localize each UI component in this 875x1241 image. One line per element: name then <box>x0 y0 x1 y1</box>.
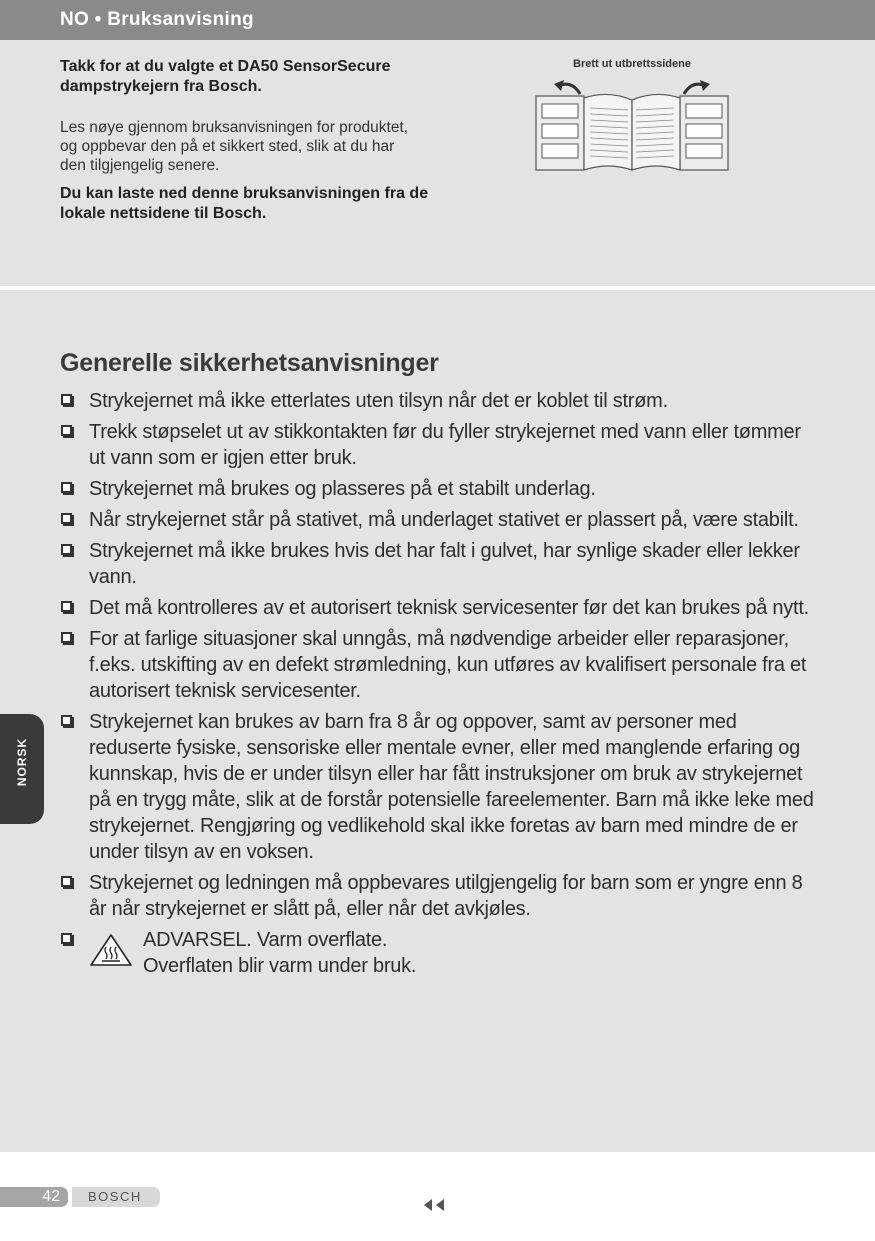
warning-item <box>60 927 820 979</box>
list-item-text: Når strykejernet står på stativet, må underlaget stativet er plassert på, være stabilt. <box>89 509 799 531</box>
safety-list <box>60 388 820 984</box>
brand-label: BOSCH <box>72 1187 160 1207</box>
list-item-text: Trekk støpselet ut av stikkontakten før du fyller strykejernet med vann eller tømmer ut vann som er igjen etter bruk. <box>89 421 801 469</box>
header-bar <box>0 0 875 40</box>
warning-row <box>89 927 820 979</box>
list-item-text: Det må kontrolleres av et autorisert teknisk servicesenter før det kan brukes på nytt. <box>89 597 809 619</box>
list-item <box>60 626 820 704</box>
list-item-text: Strykejernet må brukes og plasseres på et stabilt underlag. <box>89 478 596 500</box>
double-chevron-left-icon[interactable] <box>422 1198 448 1212</box>
list-item-text: Strykejernet og ledningen må oppbevares utilgjengelig for barn som er yngre enn 8 år når strykejernet er slått på, eller når det avkjøles. <box>89 872 803 920</box>
fold-out-pages-icon <box>532 74 732 174</box>
checkbox-icon <box>61 876 72 887</box>
checkbox-icon <box>61 632 72 643</box>
list-item <box>60 476 820 502</box>
checkbox-icon <box>61 601 72 612</box>
list-item <box>60 538 820 590</box>
page-header-title: NO • Bruksanvisning <box>60 9 254 30</box>
list-item <box>60 507 820 533</box>
checkbox-icon <box>61 933 72 944</box>
side-tab-label: NORSK <box>15 737 29 787</box>
intro-heading: Takk for at du valgte et DA50 SensorSecure dampstrykejern fra Bosch. <box>60 58 391 95</box>
checkbox-icon <box>61 513 72 524</box>
list-item-text: For at farlige situasjoner skal unngås, må nødvendige arbeider eller reparasjoner, f.eks. utskifting av en defekt strømledning, kun utføres av kvalifisert personale fra et autorisert teknisk servicesenter. <box>89 628 807 702</box>
list-item-text: Strykejernet kan brukes av barn fra 8 år og oppover, samt av personer med reduserte fysiske, sensoriske eller mentale evner, eller med manglende erfaring og kunnskap, hvis de er under tilsyn eller har fått instruksjoner om bruk av strykejernet på en trygg måte, slik at de forstår potensielle fareelementer. Barn må ikke leke med strykejernet. Rengjøring og vedlikehold skal ikke foretas av barn med mindre de er under tilsyn av en voksen. <box>89 711 814 863</box>
list-item <box>60 595 820 621</box>
fold-out-caption: Brett ut utbrettssidene <box>573 58 691 70</box>
warning-line-2: Overflaten blir varm under bruk. <box>143 955 417 977</box>
checkbox-icon <box>61 394 72 405</box>
checkbox-icon <box>61 482 72 493</box>
list-item <box>60 870 820 922</box>
intro-download-note: Du kan laste ned denne bruksanvisningen fra de lokale nettsidene til Bosch. <box>60 185 429 222</box>
list-item <box>60 709 820 865</box>
checkbox-icon <box>61 715 72 726</box>
language-side-tab <box>0 714 44 824</box>
hot-surface-warning-icon <box>89 933 133 967</box>
checkbox-icon <box>61 425 72 436</box>
checkbox-icon <box>61 544 72 555</box>
list-item <box>60 419 820 471</box>
warning-line-1: ADVARSEL. Varm overflate. <box>143 929 388 951</box>
list-item <box>60 388 820 414</box>
intro-body: Les nøye gjennom bruksanvisningen for produktet, og oppbevar den på et sikkert sted, slik at du har den tilgjengelig senere. <box>60 119 409 174</box>
section-title: Generelle sikkerhetsanvisninger <box>60 349 439 377</box>
warning-text <box>143 927 416 979</box>
list-item-text: Strykejernet må ikke etterlates uten tilsyn når det er koblet til strøm. <box>89 390 668 412</box>
list-item-text: Strykejernet må ikke brukes hvis det har falt i gulvet, har synlige skader eller lekker vann. <box>89 540 800 588</box>
page-number: 42 <box>0 1187 68 1207</box>
